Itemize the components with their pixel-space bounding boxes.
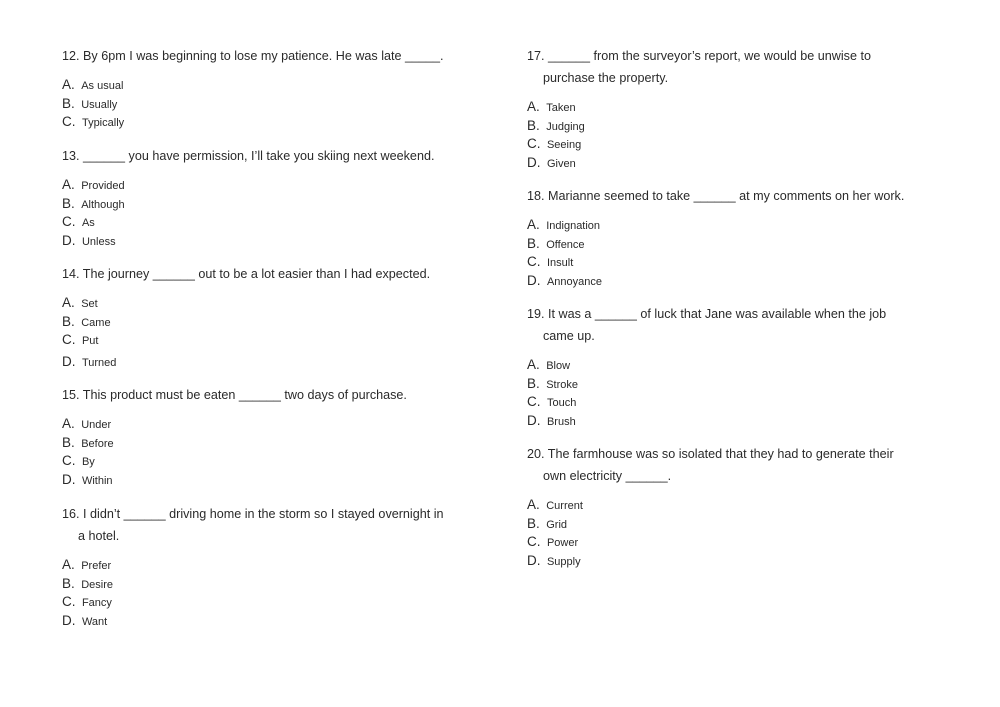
- question-text-continued: own electricity ______.: [543, 469, 672, 483]
- question-stem: [62, 45, 482, 67]
- question-text: Marianne seemed to take ______ at my comments on her work.: [548, 189, 905, 203]
- option-list: [62, 294, 482, 372]
- option-letter: B.: [62, 95, 75, 111]
- option-b[interactable]: [527, 117, 947, 136]
- option-text: Prefer: [81, 560, 112, 572]
- question-number: 18.: [527, 189, 545, 203]
- option-letter: C.: [62, 214, 76, 230]
- option-list: [62, 556, 482, 631]
- option-c[interactable]: [62, 113, 482, 132]
- option-text: As usual: [81, 80, 124, 92]
- option-letter: B.: [527, 117, 540, 133]
- option-letter: D.: [527, 155, 541, 171]
- option-c[interactable]: [62, 213, 482, 232]
- question-text: The farmhouse was so isolated that they had to generate their: [547, 447, 894, 461]
- option-letter: C.: [62, 453, 76, 469]
- question-text: ______ from the surveyor’s report, we would be unwise to: [548, 49, 871, 63]
- option-b[interactable]: [527, 515, 947, 534]
- option-list: [62, 76, 482, 132]
- option-letter: B.: [527, 235, 540, 251]
- option-text: Grid: [546, 518, 567, 531]
- question-14: [62, 263, 482, 372]
- question-13: [62, 145, 482, 251]
- option-text: Given: [546, 158, 576, 171]
- question-stem: [527, 303, 947, 347]
- option-text: Set: [81, 298, 98, 310]
- question-text: I didn’t ______ driving home in the storm so I stayed overnight in: [83, 507, 444, 521]
- option-text: Touch: [546, 397, 577, 410]
- option-text: Put: [81, 335, 99, 348]
- option-b[interactable]: [62, 434, 482, 453]
- option-d[interactable]: [62, 353, 482, 372]
- option-text: Although: [81, 198, 125, 211]
- option-text: Turned: [81, 357, 117, 370]
- option-letter: C.: [62, 114, 76, 130]
- option-letter: C.: [527, 136, 541, 152]
- question-stem: [62, 145, 482, 167]
- option-letter: B.: [62, 434, 75, 450]
- question-text-continued: purchase the property.: [543, 71, 669, 85]
- option-c[interactable]: [527, 533, 947, 552]
- option-b[interactable]: [62, 95, 482, 114]
- option-letter: C.: [62, 594, 76, 610]
- option-a[interactable]: [62, 76, 482, 95]
- option-text: Within: [81, 475, 113, 488]
- question-stem: [527, 443, 947, 487]
- option-letter: D.: [527, 553, 541, 569]
- option-c[interactable]: [62, 452, 482, 471]
- option-letter: B.: [62, 575, 75, 591]
- option-letter: A.: [62, 177, 75, 192]
- option-list: [527, 356, 947, 431]
- option-text: Seeing: [546, 139, 582, 152]
- option-text: Usually: [81, 98, 118, 111]
- option-b[interactable]: [62, 195, 482, 214]
- option-c[interactable]: [527, 253, 947, 272]
- question-stem: [62, 503, 482, 547]
- option-d[interactable]: [62, 471, 482, 490]
- question-12: [62, 45, 482, 132]
- option-letter: D.: [527, 413, 541, 429]
- question-number: 14.: [62, 267, 80, 281]
- option-a[interactable]: [62, 556, 482, 575]
- option-letter: D.: [62, 354, 76, 370]
- option-letter: D.: [62, 233, 76, 249]
- option-list: [527, 496, 947, 571]
- option-b[interactable]: [527, 235, 947, 254]
- option-letter: B.: [527, 375, 540, 391]
- option-text: Came: [81, 316, 111, 329]
- option-c[interactable]: [527, 393, 947, 412]
- option-d[interactable]: [527, 154, 947, 173]
- option-letter: B.: [527, 515, 540, 531]
- option-text: Current: [546, 500, 583, 512]
- option-letter: A.: [527, 497, 540, 512]
- option-text: Supply: [546, 556, 581, 569]
- option-list: [527, 216, 947, 291]
- question-number: 16.: [62, 507, 80, 521]
- option-a[interactable]: [62, 415, 482, 434]
- question-number: 19.: [527, 307, 545, 321]
- option-letter: B.: [62, 195, 75, 211]
- option-b[interactable]: [62, 575, 482, 594]
- option-d[interactable]: [527, 272, 947, 291]
- option-a[interactable]: [527, 98, 947, 117]
- option-d[interactable]: [62, 232, 482, 251]
- option-text: Judging: [546, 120, 585, 133]
- option-letter: A.: [62, 77, 75, 92]
- option-a[interactable]: [527, 356, 947, 375]
- question-text: This product must be eaten ______ two days of purchase.: [82, 388, 407, 402]
- option-list: [62, 415, 482, 490]
- option-letter: A.: [62, 295, 75, 310]
- option-letter: A.: [527, 99, 540, 114]
- option-text: Power: [546, 537, 579, 550]
- option-c[interactable]: [62, 331, 482, 350]
- question-15: [62, 384, 482, 490]
- option-letter: D.: [527, 273, 541, 289]
- question-stem: [527, 185, 947, 207]
- option-letter: B.: [62, 313, 75, 329]
- option-b[interactable]: [527, 375, 947, 394]
- option-text: Under: [81, 419, 112, 431]
- option-text: Annoyance: [546, 276, 602, 289]
- question-number: 20.: [527, 447, 545, 461]
- option-text: Fancy: [81, 597, 112, 610]
- option-letter: C.: [527, 254, 541, 270]
- option-letter: A.: [62, 416, 75, 431]
- option-letter: D.: [62, 472, 76, 488]
- question-text-continued: a hotel.: [78, 529, 120, 543]
- option-letter: C.: [527, 394, 541, 410]
- question-number: 13.: [62, 149, 80, 163]
- question-stem: [62, 384, 482, 406]
- option-letter: A.: [62, 557, 75, 572]
- question-18: [527, 185, 947, 291]
- option-c[interactable]: [62, 593, 482, 612]
- question-19: [527, 303, 947, 431]
- option-d[interactable]: [527, 412, 947, 431]
- option-text: Offence: [546, 238, 585, 251]
- option-text: Blow: [546, 360, 571, 372]
- option-letter: C.: [527, 534, 541, 550]
- question-text: It was a ______ of luck that Jane was available when the job: [548, 307, 887, 321]
- question-stem: [527, 45, 947, 89]
- question-16: [62, 503, 482, 631]
- question-number: 12.: [62, 49, 80, 63]
- option-text: Taken: [546, 102, 576, 114]
- option-c[interactable]: [527, 135, 947, 154]
- question-stem: [62, 263, 482, 285]
- option-a[interactable]: [527, 496, 947, 515]
- option-text: Brush: [546, 416, 576, 429]
- option-text: Before: [81, 437, 114, 450]
- question-text: ______ you have permission, I’ll take you skiing next weekend.: [83, 149, 435, 163]
- option-b[interactable]: [62, 313, 482, 332]
- option-d[interactable]: [62, 612, 482, 631]
- option-text: Typically: [81, 117, 125, 130]
- option-letter: A.: [527, 357, 540, 372]
- option-text: Stroke: [546, 378, 579, 391]
- option-text: Insult: [546, 257, 574, 270]
- option-letter: A.: [527, 217, 540, 232]
- option-text: Provided: [81, 180, 125, 192]
- option-text: Desire: [81, 578, 114, 591]
- question-number: 17.: [527, 49, 545, 63]
- question-text-continued: came up.: [543, 329, 595, 343]
- question-number: 15.: [62, 388, 80, 402]
- option-text: As: [81, 217, 95, 230]
- option-text: Want: [81, 616, 108, 629]
- option-a[interactable]: [62, 176, 482, 195]
- option-text: Indignation: [546, 220, 601, 232]
- option-d[interactable]: [527, 552, 947, 571]
- question-17: [527, 45, 947, 173]
- option-a[interactable]: [62, 294, 482, 313]
- option-a[interactable]: [527, 216, 947, 235]
- option-text: By: [81, 456, 95, 469]
- question-text: The journey ______ out to be a lot easier than I had expected.: [82, 267, 431, 281]
- question-text: By 6pm I was beginning to lose my patience. He was late _____.: [83, 49, 444, 63]
- option-letter: D.: [62, 613, 76, 629]
- question-20: [527, 443, 947, 571]
- option-list: [62, 176, 482, 251]
- option-letter: C.: [62, 332, 76, 348]
- option-text: Unless: [81, 236, 116, 249]
- option-list: [527, 98, 947, 173]
